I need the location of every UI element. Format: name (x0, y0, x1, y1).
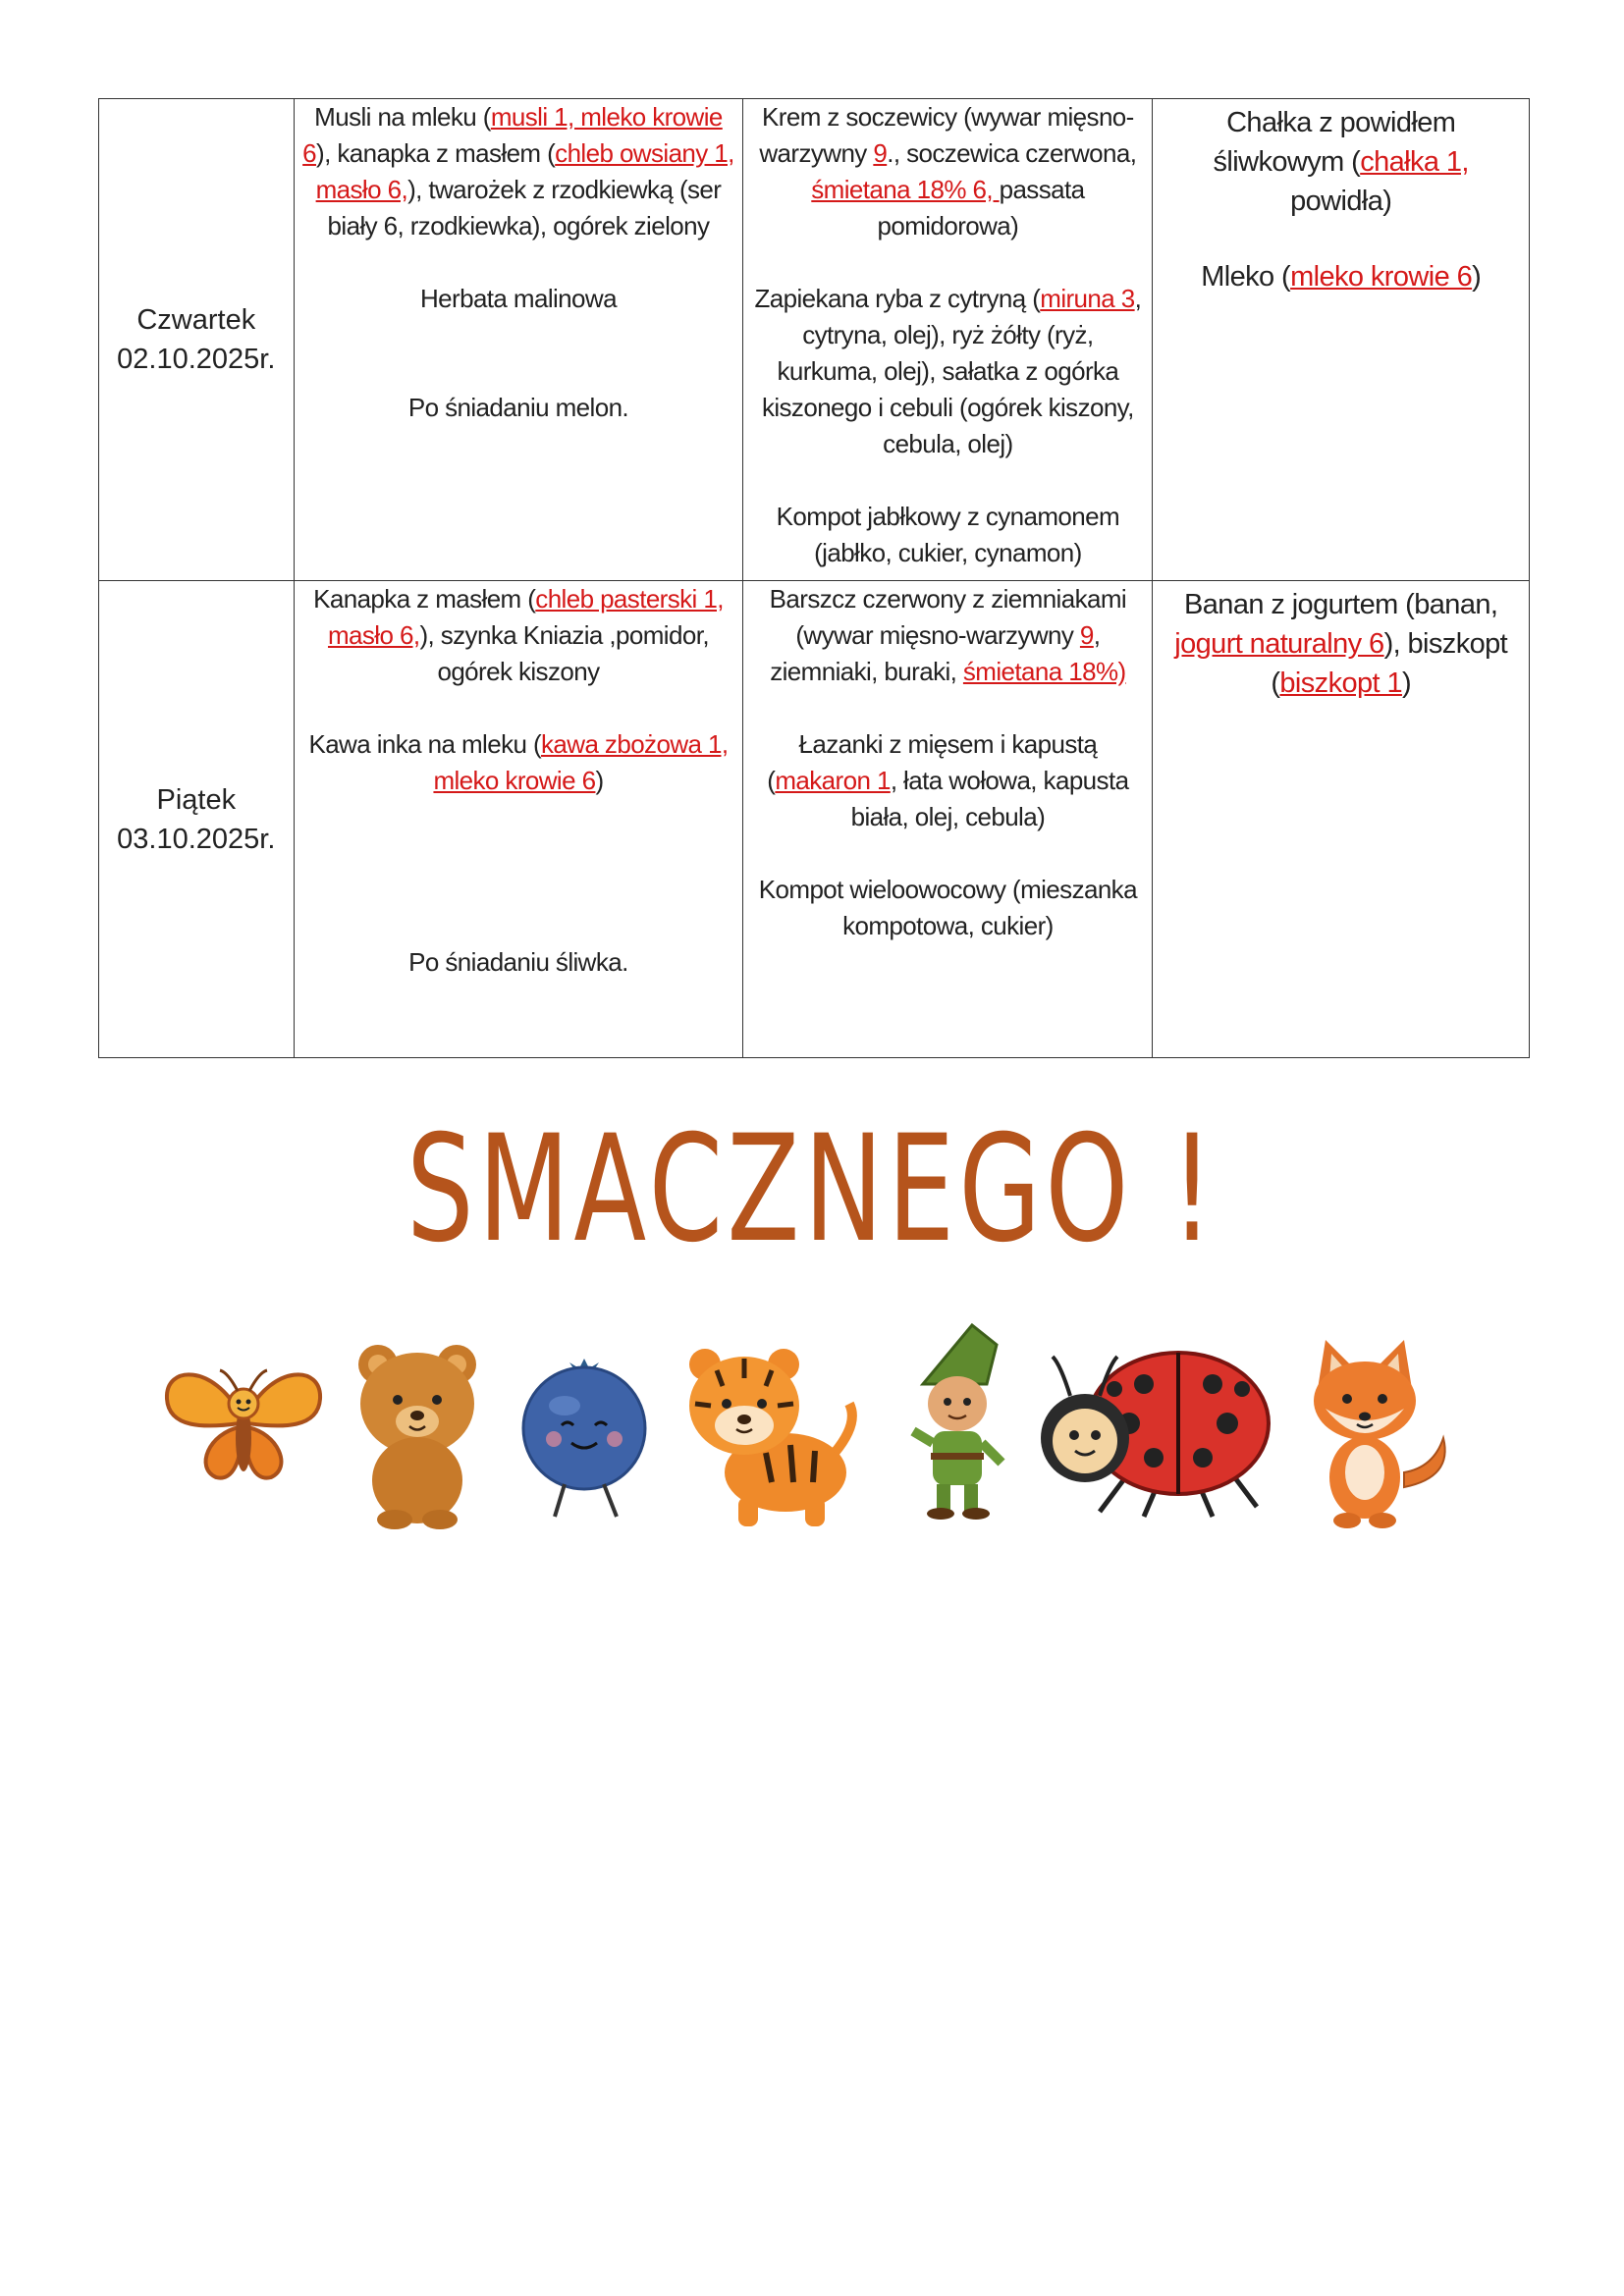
menu-text: ), twarożek z rzodkiewką (ser biały 6, rzodkiewka), ogórek zielony (327, 175, 722, 240)
fox-icon (1296, 1330, 1453, 1536)
allergen-text: miruna 3 (1040, 284, 1135, 313)
menu-text: ) (1401, 667, 1412, 699)
lunch-cell (743, 99, 1153, 581)
tiger-icon (677, 1335, 864, 1531)
breakfast-drink (302, 726, 735, 799)
menu-table (98, 98, 1530, 1058)
allergen-text: kawa zbożowa 1, mleko krowie 6 (433, 729, 729, 795)
allergen-text: makaron 1 (775, 766, 891, 795)
menu-text: passata pomidorowa) (877, 175, 1085, 240)
day-name: Czwartek (136, 304, 256, 336)
menu-paragraph (751, 281, 1144, 462)
day-cell (99, 581, 295, 1058)
menu-text: Barszcz czerwony z ziemniakami (wywar mięsno-warzywny (769, 584, 1127, 650)
butterfly-icon (155, 1345, 332, 1502)
menu-paragraph (751, 726, 1144, 835)
allergen-text: jogurt naturalny 6 (1174, 628, 1384, 660)
menu-text: Kompot wieloowocowy (mieszanka kompotowa, cukier) (758, 875, 1137, 940)
allergen-text: 9 (873, 138, 888, 168)
menu-paragraph (751, 99, 1144, 244)
menu-text: ) (1472, 261, 1482, 293)
breakfast-fruit: Po śniadaniu śliwka. (408, 947, 628, 977)
snack-cell (1153, 99, 1530, 581)
allergen-text: mleko krowie 6 (1290, 261, 1473, 293)
menu-text: powidła) (1290, 186, 1392, 217)
breakfast-drink: Herbata malinowa (419, 284, 617, 313)
allergen-text: chleb pasterski 1, masło 6, (327, 584, 724, 650)
menu-text: ., soczewica czerwona, (887, 138, 1137, 168)
day-name: Piątek (156, 783, 237, 816)
menu-text: ), biszkopt ( (1271, 628, 1508, 699)
menu-text: , ziemniaki, buraki, (770, 620, 1101, 686)
menu-text: ), szynka Kniazia ,pomidor, ogórek kiszony (419, 620, 709, 686)
menu-text: Krem z soczewicy (wywar mięsno-warzywny (759, 102, 1134, 168)
allergen-text: śmietana 18% 6, (811, 175, 1000, 204)
allergen-text: musli 1, mleko krowie 6 (302, 102, 723, 168)
gnome-icon (903, 1315, 1011, 1522)
blueberry-icon (511, 1345, 658, 1531)
menu-text: ) (595, 766, 604, 795)
menu-text: Mleko ( (1201, 261, 1291, 293)
lunch-text (751, 99, 1144, 571)
menu-text: Kawa inka na mleku ( (308, 729, 542, 759)
menu-text: ), kanapka z masłem ( (316, 138, 556, 168)
menu-paragraph (751, 499, 1144, 571)
menu-text: Chałka z powidłem śliwkowym ( (1213, 107, 1456, 178)
menu-row-thursday (99, 99, 1530, 581)
menu-paragraph (751, 872, 1144, 944)
menu-row-friday (99, 581, 1530, 1058)
menu-paragraph (1161, 585, 1521, 703)
day-date: 03.10.2025r. (117, 823, 276, 855)
allergen-text: chałka 1, (1360, 146, 1469, 178)
menu-paragraph (1161, 257, 1521, 296)
menu-text: Kanapka z masłem ( (313, 584, 536, 614)
bear-icon (344, 1335, 491, 1531)
closing-title: SMACZNEGO ! (406, 1104, 1218, 1275)
menu-text: , cytryna, olej), ryż żółty (ryż, kurkuma, olej), sałatka z ogórka kiszonego i cebuli (ogórek kiszony, cebula, olej) (761, 284, 1142, 458)
allergen-text: chleb owsiany 1, masło 6, (315, 138, 734, 204)
animal-illustrations (147, 1315, 1483, 1541)
menu-text: , łata wołowa, kapusta biała, olej, cebula) (850, 766, 1129, 831)
allergen-text: 9 (1079, 620, 1094, 650)
breakfast-fruit: Po śniadaniu melon. (407, 393, 629, 422)
menu-paragraph (1161, 103, 1521, 221)
day-date: 02.10.2025r. (117, 344, 276, 375)
allergen-text: biszkopt 1 (1279, 667, 1402, 699)
lunch-text (751, 581, 1144, 944)
menu-text: Łazanki z mięsem i kapustą ( (767, 729, 1098, 795)
breakfast-cell (294, 581, 743, 1058)
lunch-cell (743, 581, 1153, 1058)
menu-text: Zapiekana ryba z cytryną ( (754, 284, 1041, 313)
allergen-text: śmietana 18%) (962, 657, 1126, 686)
day-cell (99, 99, 295, 581)
breakfast-text (302, 581, 735, 690)
breakfast-cell (294, 99, 743, 581)
menu-text: Banan z jogurtem (banan, (1184, 589, 1498, 620)
snack-text (1161, 585, 1521, 703)
snack-text (1161, 103, 1521, 296)
menu-paragraph (751, 581, 1144, 690)
breakfast-text (302, 99, 735, 244)
menu-text: Kompot jabłkowy z cynamonem (jabłko, cukier, cynamon) (776, 502, 1120, 567)
menu-text: Musli na mleku ( (314, 102, 491, 132)
ladybug-icon (1031, 1335, 1276, 1522)
snack-cell (1153, 581, 1530, 1058)
